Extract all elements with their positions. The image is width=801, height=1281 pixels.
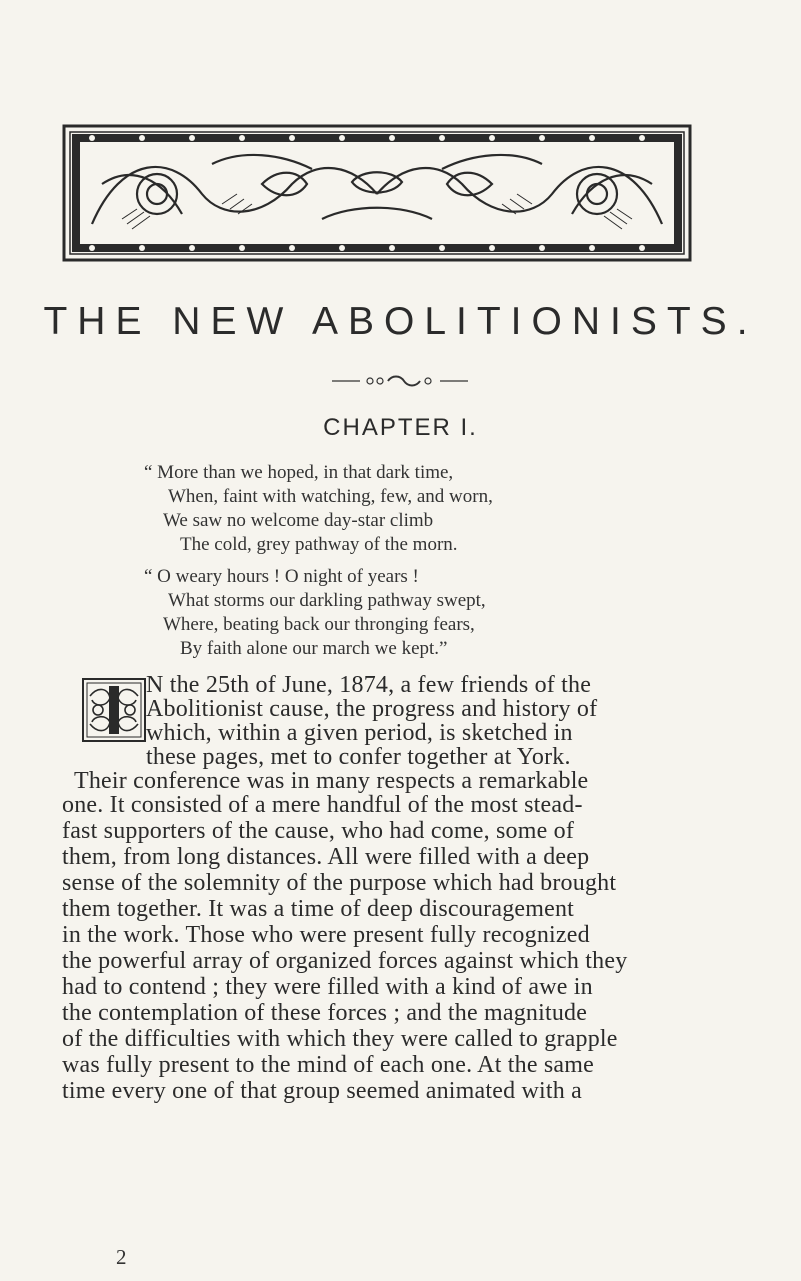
text-line: one. It consisted of a mere handful of the most stead- [62, 792, 583, 818]
poem-line: The cold, grey pathway of the morn. [180, 534, 458, 555]
text-line: in the work. Those who were present fully recognized [62, 922, 590, 948]
text-line: Their conference was in many respects a remarkable [74, 768, 589, 794]
running-title: THE NEW ABOLITIONISTS. [43, 300, 758, 343]
decorated-initial-icon [82, 678, 146, 742]
poem-line: What storms our darkling pathway swept, [168, 590, 486, 611]
text-line: Abolitionist cause, the progress and history of [146, 696, 598, 722]
text-line: these pages, met to confer together at York. [146, 744, 571, 770]
text-line: them, from long distances. All were filled with a deep [62, 844, 590, 870]
poem-line: Where, beating back our thronging fears, [163, 614, 475, 635]
scroll-divider [320, 374, 480, 388]
text-line: fast supporters of the cause, who had come, some of [62, 818, 575, 844]
text-line: had to contend ; they were filled with a kind of awe in [62, 974, 593, 1000]
text-line: sense of the solemnity of the purpose which had brought [62, 870, 617, 896]
page-number: 2 [116, 1245, 127, 1269]
text-line: was fully present to the mind of each one. At the same [62, 1052, 594, 1078]
text-line: time every one of that group seemed animated with a [62, 1078, 583, 1104]
text-line: them together. It was a time of deep discouragement [62, 896, 575, 922]
chapter-heading: CHAPTER I. [323, 414, 478, 441]
text-line: N the 25th of June, 1874, a few friends of the [146, 672, 592, 698]
floral-headpiece [62, 124, 692, 264]
poem-line: We saw no welcome day-star climb [163, 510, 434, 531]
text-line: the contemplation of these forces ; and the magnitude [62, 1000, 588, 1026]
text-line: of the difficulties with which they were called to grapple [62, 1026, 618, 1052]
poem-line: By faith alone our march we kept.” [180, 638, 448, 659]
poem-line: “ More than we hoped, in that dark time, [144, 462, 454, 483]
poem-line: When, faint with watching, few, and worn, [168, 486, 493, 507]
poem-line: “ O weary hours ! O night of years ! [144, 566, 419, 587]
text-line: which, within a given period, is sketched in [146, 720, 573, 746]
text-line: the powerful array of organized forces against which they [62, 948, 628, 974]
